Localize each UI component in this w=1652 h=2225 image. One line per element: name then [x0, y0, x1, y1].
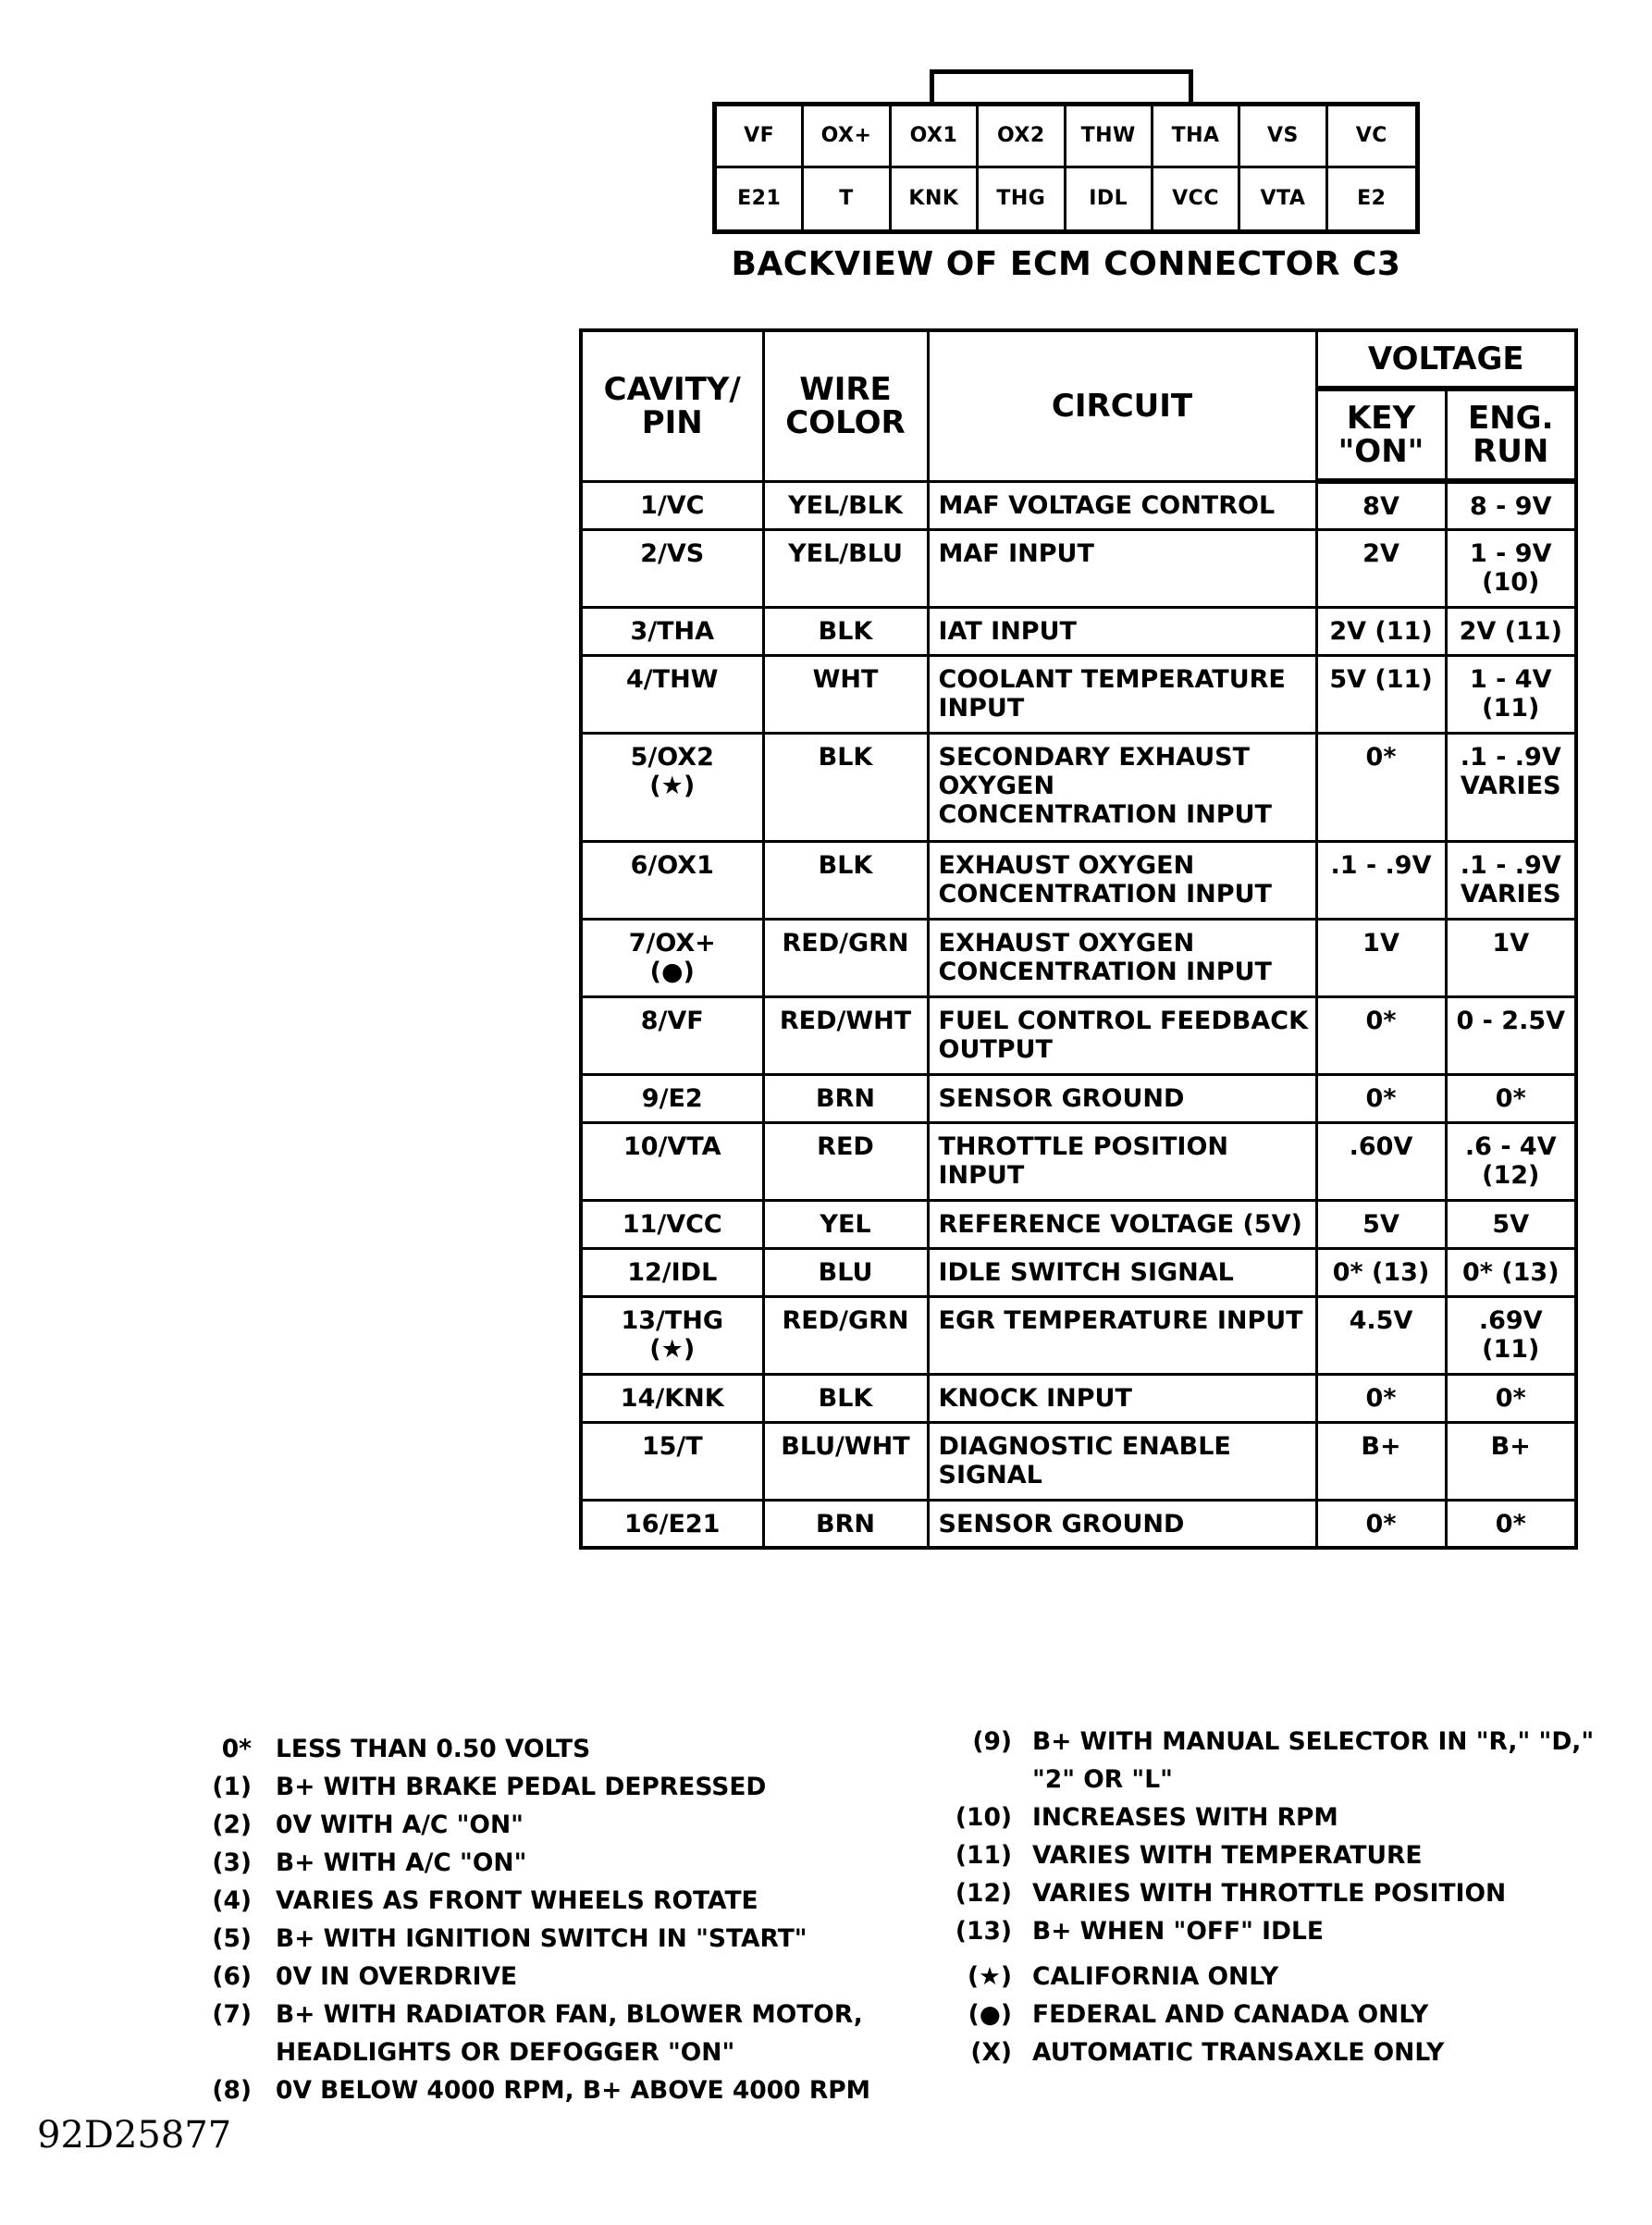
- footnote: [203, 1768, 767, 1806]
- eng-run-voltage-text: 5V: [1492, 1209, 1530, 1239]
- wire-color-cell: RED/WHT: [763, 996, 928, 1074]
- header-circuit: CIRCUIT: [928, 330, 1316, 481]
- eng-run-voltage-text: 0* (13): [1461, 1257, 1560, 1287]
- cavity-pin-text: (★): [649, 771, 696, 800]
- cavity-pin-cell: [581, 996, 763, 1074]
- circuit-cell: [928, 1422, 1316, 1500]
- wire-color-cell: YEL/BLK: [763, 481, 928, 529]
- cavity-pin-text: 5/OX2: [630, 742, 714, 772]
- circuit-cell: [928, 481, 1316, 529]
- cavity-pin-text: 7/OX+: [628, 928, 716, 958]
- connector-pin: KNK: [892, 168, 979, 230]
- key-on-voltage-cell: [1316, 529, 1446, 607]
- header-cavity-pin: CAVITY/ PIN: [581, 330, 763, 481]
- footnote-key: (X): [970, 2038, 1012, 2067]
- key-on-voltage-text: 0* (13): [1332, 1257, 1430, 1287]
- circuit-cell: [928, 1374, 1316, 1422]
- table-row: [581, 1374, 1576, 1422]
- key-on-voltage-cell: [1316, 1422, 1446, 1500]
- footnote-key: (2): [212, 1811, 252, 1839]
- cavity-pin-cell: [581, 1296, 763, 1374]
- cavity-pin-cell: [581, 1500, 763, 1548]
- footnote-key: (3): [212, 1848, 252, 1877]
- connector-pin: VCC: [1153, 168, 1240, 230]
- footnote-key: (11): [955, 1841, 1012, 1870]
- circuit-text: EXHAUST OXYGEN: [938, 850, 1195, 880]
- header-eng-run: ENG. RUN: [1446, 389, 1576, 481]
- circuit-cell: [928, 1200, 1316, 1248]
- footnote-key: (●): [968, 2000, 1012, 2029]
- footnote-line: B+ WITH A/C "ON": [276, 1848, 527, 1877]
- key-on-voltage-cell: [1316, 481, 1446, 529]
- circuit-cell: [928, 655, 1316, 733]
- cavity-pin-text: 12/IDL: [627, 1257, 718, 1287]
- cavity-pin-text: 3/THA: [630, 616, 715, 646]
- circuit-text: SENSOR GROUND: [938, 1509, 1185, 1539]
- eng-run-voltage-text: VARIES: [1460, 879, 1561, 909]
- eng-run-voltage-text: .6 - 4V: [1464, 1131, 1557, 1161]
- cavity-pin-cell: [581, 655, 763, 733]
- circuit-text: EGR TEMPERATURE INPUT: [938, 1305, 1303, 1335]
- key-on-voltage-cell: [1316, 996, 1446, 1074]
- cavity-pin-text: (●): [649, 957, 695, 986]
- wire-color-cell: BLU: [763, 1248, 928, 1296]
- wire-color-cell: RED/GRN: [763, 919, 928, 996]
- cavity-pin-text: 13/THG: [621, 1305, 724, 1335]
- footnotes-right: [953, 1723, 1595, 2071]
- key-on-voltage-text: 0*: [1365, 1509, 1397, 1539]
- footnote: [203, 1996, 863, 2071]
- ecm-connector-c3: [712, 102, 1420, 234]
- footnote-line: FEDERAL AND CANADA ONLY: [1032, 2000, 1429, 2029]
- footnote-text: [276, 1882, 758, 1920]
- cavity-pin-cell: [581, 1074, 763, 1122]
- circuit-text: CONCENTRATION INPUT: [938, 799, 1272, 829]
- cavity-pin-cell: [581, 481, 763, 529]
- footnote-text: [276, 2071, 870, 2109]
- footnote: [203, 1844, 527, 1882]
- pin-voltage-table: [579, 328, 1578, 1550]
- table-row: [581, 1422, 1576, 1500]
- eng-run-voltage-text: .1 - .9V: [1460, 742, 1561, 772]
- key-on-voltage-cell: [1316, 919, 1446, 996]
- eng-run-voltage-cell: [1446, 655, 1576, 733]
- footnote-line: 0V WITH A/C "ON": [276, 1811, 524, 1839]
- footnote-key: (★): [968, 1962, 1012, 1991]
- eng-run-voltage-text: 0*: [1495, 1383, 1526, 1413]
- eng-run-voltage-text: (11): [1482, 1334, 1540, 1364]
- key-on-voltage-text: 5V (11): [1329, 664, 1433, 694]
- eng-run-voltage-text: 1 - 4V: [1470, 664, 1552, 694]
- footnote-gap: [953, 1950, 1012, 1958]
- circuit-text: CONCENTRATION INPUT: [938, 879, 1272, 909]
- footnote-text: [1032, 1912, 1324, 1950]
- header-wire-color: WIRE COLOR: [763, 330, 928, 481]
- circuit-text: SIGNAL: [938, 1460, 1042, 1490]
- connector-pin: VF: [717, 106, 804, 168]
- eng-run-voltage-text: .1 - .9V: [1460, 850, 1561, 880]
- circuit-cell: [928, 607, 1316, 655]
- circuit-text: EXHAUST OXYGEN: [938, 928, 1195, 958]
- circuit-cell: [928, 1074, 1316, 1122]
- footnote: [203, 1882, 758, 1920]
- cavity-pin-text: 1/VC: [640, 490, 705, 520]
- footnote-line: LESS THAN 0.50 VOLTS: [276, 1735, 591, 1763]
- key-on-voltage-cell: [1316, 1500, 1446, 1548]
- footnote-key: (4): [212, 1886, 252, 1915]
- key-on-voltage-text: 0*: [1365, 1006, 1397, 1035]
- connector-pin: OX+: [804, 106, 891, 168]
- circuit-text: THROTTLE POSITION: [938, 1131, 1229, 1161]
- wire-color-cell: WHT: [763, 655, 928, 733]
- cavity-pin-cell: [581, 529, 763, 607]
- eng-run-voltage-cell: [1446, 607, 1576, 655]
- footnote-text: [276, 1844, 526, 1882]
- connector-pin: OX2: [979, 106, 1066, 168]
- circuit-text: INPUT: [938, 1160, 1025, 1190]
- circuit-text: DIAGNOSTIC ENABLE: [938, 1431, 1231, 1461]
- key-on-voltage-text: .60V: [1349, 1131, 1413, 1161]
- cavity-pin-cell: [581, 841, 763, 919]
- key-on-voltage-cell: [1316, 1074, 1446, 1122]
- circuit-text: CONCENTRATION INPUT: [938, 957, 1272, 986]
- circuit-text: OUTPUT: [938, 1034, 1053, 1064]
- eng-run-voltage-cell: [1446, 529, 1576, 607]
- eng-run-voltage-cell: [1446, 733, 1576, 841]
- footnote: [203, 1806, 524, 1844]
- eng-run-voltage-text: (10): [1482, 567, 1540, 597]
- cavity-pin-cell: [581, 733, 763, 841]
- header-key-on: KEY "ON": [1316, 389, 1446, 481]
- connector-pin: THG: [979, 168, 1066, 230]
- connector-pin: VS: [1240, 106, 1327, 168]
- footnote: [203, 1958, 518, 1996]
- circuit-cell: [928, 1296, 1316, 1374]
- footnotes-left: [203, 1730, 871, 2109]
- footnote-line: AUTOMATIC TRANSAXLE ONLY: [1032, 2038, 1445, 2067]
- circuit-text: OXYGEN: [938, 771, 1055, 800]
- circuit-cell: [928, 919, 1316, 996]
- footnote: [953, 1958, 1279, 1996]
- eng-run-voltage-text: 8 - 9V: [1470, 492, 1552, 521]
- table-row: [581, 481, 1576, 529]
- circuit-text: KNOCK INPUT: [938, 1383, 1132, 1413]
- eng-run-voltage-cell: [1446, 1422, 1576, 1500]
- table-row: [581, 919, 1576, 996]
- footnote-key: 0*: [221, 1735, 252, 1763]
- key-on-voltage-text: 0*: [1365, 1383, 1397, 1413]
- table-row: [581, 733, 1576, 841]
- eng-run-voltage-cell: [1446, 1500, 1576, 1548]
- cavity-pin-cell: [581, 1200, 763, 1248]
- key-on-voltage-text: 4.5V: [1349, 1305, 1413, 1335]
- connector-pin: E2: [1357, 187, 1387, 211]
- footnote: [953, 1996, 1429, 2033]
- connector-pin: VTA: [1240, 168, 1327, 230]
- connector-pin: THA: [1153, 106, 1240, 168]
- footnote-key: (13): [955, 1917, 1012, 1946]
- circuit-cell: [928, 1122, 1316, 1200]
- table-row: [581, 1500, 1576, 1548]
- wire-color-cell: BLK: [763, 607, 928, 655]
- footnote-key: (8): [212, 2076, 252, 2105]
- cavity-pin-text: 16/E21: [624, 1509, 721, 1539]
- eng-run-voltage-cell: [1446, 1296, 1576, 1374]
- eng-run-voltage-cell: [1446, 919, 1576, 996]
- table-row: [581, 1074, 1576, 1122]
- key-on-voltage-text: B+: [1361, 1431, 1401, 1461]
- cavity-pin-text: (★): [649, 1334, 696, 1364]
- wire-color-cell: RED/GRN: [763, 1296, 928, 1374]
- eng-run-voltage-text: (12): [1482, 1160, 1540, 1190]
- eng-run-voltage-text: (11): [1482, 693, 1540, 723]
- footnote: [953, 1836, 1423, 1874]
- footnote-line: B+ WITH IGNITION SWITCH IN "START": [276, 1924, 808, 1953]
- footnote-line: VARIES WITH THROTTLE POSITION: [1032, 1879, 1507, 1908]
- cavity-pin-cell: [581, 1374, 763, 1422]
- footnote-text: [1032, 1874, 1506, 1912]
- eng-run-voltage-text: B+: [1490, 1431, 1531, 1461]
- eng-run-voltage-cell: [1446, 1074, 1576, 1122]
- key-on-voltage-cell: [1316, 1200, 1446, 1248]
- key-on-voltage-text: 2V: [1362, 538, 1399, 568]
- footnote-line: B+ WHEN "OFF" IDLE: [1032, 1917, 1324, 1946]
- footnote-text: [1032, 1996, 1428, 2033]
- figure-id: 92D25877: [37, 2114, 232, 2157]
- footnote-text: [1032, 1723, 1594, 1799]
- footnote: [953, 2033, 1445, 2071]
- footnote-text: [1032, 1799, 1338, 1836]
- footnote-line: HEADLIGHTS OR DEFOGGER "ON": [276, 2038, 735, 2067]
- wire-color-cell: BRN: [763, 1500, 928, 1548]
- cavity-pin-cell: [581, 919, 763, 996]
- footnote: [953, 1874, 1507, 1912]
- cavity-pin-text: 10/VTA: [623, 1131, 721, 1161]
- circuit-cell: [928, 733, 1316, 841]
- cavity-pin-cell: [581, 1122, 763, 1200]
- footnote-text: [276, 1920, 808, 1958]
- key-on-voltage-text: 0*: [1365, 1083, 1397, 1113]
- footnote-line: B+ WITH RADIATOR FAN, BLOWER MOTOR,: [276, 2000, 863, 2029]
- eng-run-voltage-text: 0*: [1495, 1509, 1526, 1539]
- eng-run-voltage-text: 1 - 9V: [1470, 538, 1552, 568]
- circuit-text: COOLANT TEMPERATURE: [938, 664, 1286, 694]
- key-on-voltage-cell: [1316, 733, 1446, 841]
- key-on-voltage-cell: [1316, 1122, 1446, 1200]
- key-on-voltage-cell: [1316, 1296, 1446, 1374]
- circuit-cell: [928, 1500, 1316, 1548]
- eng-run-voltage-cell: [1446, 1122, 1576, 1200]
- connector-pin: T: [804, 168, 891, 230]
- footnote-line: CALIFORNIA ONLY: [1032, 1962, 1279, 1991]
- key-on-voltage-text: .1 - .9V: [1330, 850, 1432, 880]
- eng-run-voltage-text: 0*: [1495, 1083, 1526, 1113]
- footnote-key: (9): [972, 1727, 1012, 1756]
- circuit-text: SECONDARY EXHAUST: [938, 742, 1251, 772]
- key-on-voltage-cell: [1316, 655, 1446, 733]
- connector-latch: [930, 69, 1193, 105]
- key-on-voltage-cell: [1316, 1374, 1446, 1422]
- key-on-voltage-cell: [1316, 607, 1446, 655]
- footnote-key: (1): [212, 1773, 252, 1801]
- eng-run-voltage-text: VARIES: [1460, 771, 1561, 800]
- footnote-line: "2" OR "L": [1032, 1765, 1173, 1794]
- circuit-text: MAF INPUT: [938, 538, 1094, 568]
- footnote-text: [1032, 1958, 1278, 1996]
- footnote-line: B+ WITH BRAKE PEDAL DEPRESSED: [276, 1773, 767, 1801]
- cavity-pin-text: 11/VCC: [622, 1209, 722, 1239]
- cavity-pin-text: 2/VS: [640, 538, 705, 568]
- circuit-cell: [928, 529, 1316, 607]
- circuit-text: SENSOR GROUND: [938, 1083, 1185, 1113]
- wire-color-cell: YEL/BLU: [763, 529, 928, 607]
- eng-run-voltage-cell: [1446, 1374, 1576, 1422]
- footnote-key: (6): [212, 1962, 252, 1991]
- eng-run-voltage-cell: [1446, 1200, 1576, 1248]
- cavity-pin-text: 8/VF: [640, 1006, 704, 1035]
- circuit-text: INPUT: [938, 693, 1025, 723]
- footnote-line: VARIES WITH TEMPERATURE: [1032, 1841, 1423, 1870]
- key-on-voltage-text: 5V: [1362, 1209, 1399, 1239]
- connector-pin: VC: [1328, 106, 1415, 168]
- connector-pin: IDL: [1066, 168, 1153, 230]
- circuit-cell: [928, 996, 1316, 1074]
- wire-color-cell: BLK: [763, 841, 928, 919]
- wire-color-cell: BLK: [763, 1374, 928, 1422]
- footnote-line: INCREASES WITH RPM: [1032, 1803, 1338, 1832]
- key-on-voltage-text: 1V: [1362, 928, 1399, 958]
- footnote-key: (5): [212, 1924, 252, 1953]
- connector-title: BACKVIEW OF ECM CONNECTOR C3: [731, 245, 1401, 283]
- circuit-cell: [928, 841, 1316, 919]
- footnote-text: [276, 1768, 766, 1806]
- cavity-pin-cell: [581, 1422, 763, 1500]
- footnote-key: (7): [212, 2000, 252, 2029]
- connector-pin: THW: [1066, 106, 1153, 168]
- key-on-voltage-cell: [1316, 841, 1446, 919]
- footnote-text: [276, 1996, 863, 2071]
- table-row: [581, 1200, 1576, 1248]
- footnote-key: (10): [955, 1803, 1012, 1832]
- cavity-pin-text: 9/E2: [641, 1083, 703, 1113]
- wire-color-cell: BLU/WHT: [763, 1422, 928, 1500]
- connector-pin: OX1: [892, 106, 979, 168]
- eng-run-voltage-text: 0 - 2.5V: [1456, 1006, 1566, 1035]
- eng-run-voltage-cell: [1446, 996, 1576, 1074]
- footnote: [203, 1920, 808, 1958]
- key-on-voltage-cell: [1316, 1248, 1446, 1296]
- footnote-line: VARIES AS FRONT WHEELS ROTATE: [276, 1886, 758, 1915]
- eng-run-voltage-cell: [1446, 481, 1576, 529]
- circuit-text: MAF VOLTAGE CONTROL: [938, 490, 1276, 520]
- footnote-line: 0V BELOW 4000 RPM, B+ ABOVE 4000 RPM: [276, 2076, 871, 2105]
- cavity-pin-text: 4/THW: [626, 664, 719, 694]
- eng-run-voltage-text: 2V (11): [1459, 616, 1562, 646]
- table-row: [581, 1248, 1576, 1296]
- footnote: [953, 1912, 1324, 1950]
- header-voltage: VOLTAGE: [1316, 330, 1576, 389]
- footnote-text: [276, 1730, 590, 1768]
- footnote-text: [276, 1806, 524, 1844]
- eng-run-voltage-text: 1V: [1492, 928, 1530, 958]
- footnote-key: (12): [955, 1879, 1012, 1908]
- key-on-voltage-text: 8V: [1362, 492, 1399, 521]
- eng-run-voltage-cell: [1446, 1248, 1576, 1296]
- circuit-text: IAT INPUT: [938, 616, 1077, 646]
- footnote-text: [1032, 1836, 1423, 1874]
- footnote: [953, 1723, 1595, 1799]
- wire-color-cell: BRN: [763, 1074, 928, 1122]
- table-row: [581, 655, 1576, 733]
- table-row: [581, 607, 1576, 655]
- circuit-text: IDLE SWITCH SIGNAL: [938, 1257, 1234, 1287]
- wire-color-cell: RED: [763, 1122, 928, 1200]
- circuit-text: REFERENCE VOLTAGE (5V): [938, 1209, 1302, 1239]
- table-row: [581, 1296, 1576, 1374]
- connector-pin: E21: [717, 168, 804, 230]
- table-row: [581, 529, 1576, 607]
- cavity-pin-cell: [581, 607, 763, 655]
- table-row: [581, 996, 1576, 1074]
- cavity-pin-text: 14/KNK: [620, 1383, 724, 1413]
- circuit-text: FUEL CONTROL FEEDBACK: [938, 1006, 1309, 1035]
- circuit-cell: [928, 1248, 1316, 1296]
- wire-color-cell: BLK: [763, 733, 928, 841]
- footnote-text: [276, 1958, 517, 1996]
- cavity-pin-text: 15/T: [641, 1431, 703, 1461]
- key-on-voltage-text: 2V (11): [1329, 616, 1433, 646]
- eng-run-voltage-text: .69V: [1478, 1305, 1543, 1335]
- footnote: [203, 1730, 591, 1768]
- cavity-pin-text: 6/OX1: [630, 850, 714, 880]
- key-on-voltage-text: 0*: [1365, 742, 1397, 772]
- cavity-pin-cell: [581, 1248, 763, 1296]
- footnote: [953, 1799, 1338, 1836]
- footnote-line: B+ WITH MANUAL SELECTOR IN "R," "D,": [1032, 1727, 1595, 1756]
- wire-color-cell: YEL: [763, 1200, 928, 1248]
- eng-run-voltage-cell: [1446, 841, 1576, 919]
- footnote: [203, 2071, 871, 2109]
- footnote-line: 0V IN OVERDRIVE: [276, 1962, 518, 1991]
- table-row: [581, 841, 1576, 919]
- footnote-text: [1032, 2033, 1444, 2071]
- table-row: [581, 1122, 1576, 1200]
